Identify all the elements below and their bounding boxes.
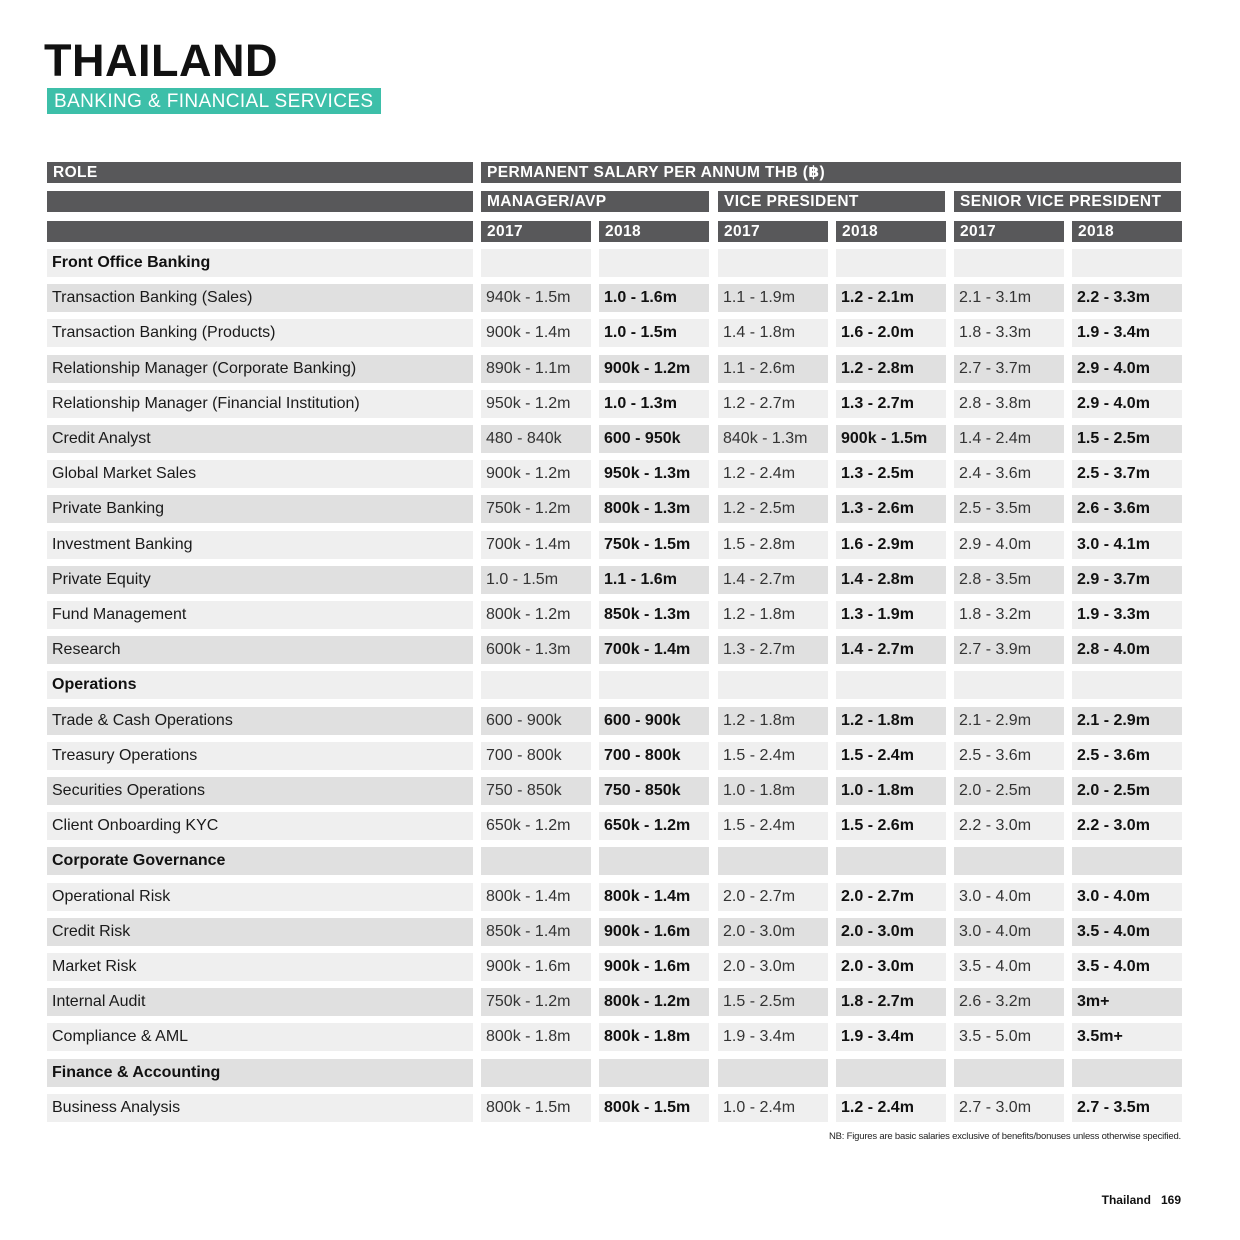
salary-cell: 2.2 - 3.0m <box>954 812 1064 840</box>
salary-cell: 900k - 1.6m <box>599 918 709 946</box>
salary-cell: 1.0 - 1.5m <box>599 319 709 347</box>
empty-cell <box>1072 847 1182 875</box>
role-header: ROLE <box>47 162 473 183</box>
salary-cell: 850k - 1.4m <box>481 918 591 946</box>
salary-cell: 1.4 - 2.8m <box>836 566 946 594</box>
salary-cell: 1.2 - 2.1m <box>836 284 946 312</box>
salary-cell: 2.4 - 3.6m <box>954 460 1064 488</box>
salary-cell: 600k - 1.3m <box>481 636 591 664</box>
empty-cell <box>1072 671 1182 699</box>
role-cell: Treasury Operations <box>47 742 473 770</box>
salary-cell: 3.0 - 4.0m <box>954 883 1064 911</box>
salary-cell: 1.9 - 3.4m <box>718 1023 828 1051</box>
salary-cell: 2.7 - 3.5m <box>1072 1094 1182 1122</box>
salary-cell: 2.8 - 4.0m <box>1072 636 1182 664</box>
salary-cell: 1.9 - 3.4m <box>836 1023 946 1051</box>
role-header-blank <box>47 191 473 212</box>
salary-cell: 700k - 1.4m <box>599 636 709 664</box>
salary-cell: 2.5 - 3.5m <box>954 495 1064 523</box>
salary-cell: 900k - 1.6m <box>599 953 709 981</box>
salary-cell: 900k - 1.5m <box>836 425 946 453</box>
role-cell: Private Equity <box>47 566 473 594</box>
role-cell: Market Risk <box>47 953 473 981</box>
salary-cell: 2.0 - 3.0m <box>718 918 828 946</box>
year-header: 2017 <box>954 221 1064 242</box>
empty-cell <box>599 1059 709 1087</box>
role-cell: Client Onboarding KYC <box>47 812 473 840</box>
salary-cell: 1.2 - 2.4m <box>836 1094 946 1122</box>
page-subtitle: BANKING & FINANCIAL SERVICES <box>47 88 381 114</box>
salary-cell: 3.5 - 4.0m <box>954 953 1064 981</box>
role-cell: Operational Risk <box>47 883 473 911</box>
salary-cell: 800k - 1.4m <box>599 883 709 911</box>
salary-cell: 2.9 - 4.0m <box>1072 390 1182 418</box>
empty-cell <box>954 671 1064 699</box>
salary-cell: 750k - 1.2m <box>481 495 591 523</box>
salary-cell: 1.2 - 2.4m <box>718 460 828 488</box>
salary-cell: 3.5 - 5.0m <box>954 1023 1064 1051</box>
role-cell: Transaction Banking (Sales) <box>47 284 473 312</box>
salary-cell: 2.0 - 2.5m <box>954 777 1064 805</box>
empty-cell <box>481 249 591 277</box>
empty-cell <box>1072 1059 1182 1087</box>
role-cell: Research <box>47 636 473 664</box>
salary-cell: 1.8 - 3.2m <box>954 601 1064 629</box>
page-title: THAILAND <box>44 35 278 86</box>
salary-cell: 600 - 900k <box>599 707 709 735</box>
salary-cell: 1.2 - 1.8m <box>718 601 828 629</box>
salary-cell: 700 - 800k <box>599 742 709 770</box>
salary-cell: 900k - 1.2m <box>481 460 591 488</box>
salary-cell: 840k - 1.3m <box>718 425 828 453</box>
role-header-blank <box>47 221 473 242</box>
salary-cell: 700k - 1.4m <box>481 531 591 559</box>
role-cell: Fund Management <box>47 601 473 629</box>
section-header: Operations <box>47 671 473 699</box>
salary-cell: 800k - 1.8m <box>481 1023 591 1051</box>
salary-cell: 1.5 - 2.5m <box>1072 425 1182 453</box>
salary-cell: 1.1 - 1.6m <box>599 566 709 594</box>
salary-cell: 1.4 - 2.4m <box>954 425 1064 453</box>
salary-cell: 1.0 - 1.8m <box>718 777 828 805</box>
salary-cell: 700 - 800k <box>481 742 591 770</box>
salary-cell: 1.5 - 2.4m <box>836 742 946 770</box>
salary-cell: 2.6 - 3.6m <box>1072 495 1182 523</box>
empty-cell <box>836 1059 946 1087</box>
salary-cell: 1.3 - 2.5m <box>836 460 946 488</box>
salary-cell: 650k - 1.2m <box>599 812 709 840</box>
salary-cell: 650k - 1.2m <box>481 812 591 840</box>
empty-cell <box>599 671 709 699</box>
role-cell: Compliance & AML <box>47 1023 473 1051</box>
salary-cell: 950k - 1.2m <box>481 390 591 418</box>
salary-cell: 800k - 1.4m <box>481 883 591 911</box>
salary-cell: 600 - 950k <box>599 425 709 453</box>
salary-cell: 1.3 - 2.7m <box>718 636 828 664</box>
section-header: Front Office Banking <box>47 249 473 277</box>
salary-cell: 2.1 - 3.1m <box>954 284 1064 312</box>
empty-cell <box>481 1059 591 1087</box>
salary-cell: 1.2 - 1.8m <box>836 707 946 735</box>
level-header: SENIOR VICE PRESIDENT <box>954 191 1181 212</box>
empty-cell <box>1072 249 1182 277</box>
salary-cell: 1.8 - 3.3m <box>954 319 1064 347</box>
salary-cell: 1.8 - 2.7m <box>836 988 946 1016</box>
salary-cell: 1.0 - 1.8m <box>836 777 946 805</box>
empty-cell <box>718 847 828 875</box>
salary-cell: 1.2 - 2.8m <box>836 355 946 383</box>
salary-cell: 1.4 - 2.7m <box>718 566 828 594</box>
salary-header: PERMANENT SALARY PER ANNUM THB (฿) <box>481 162 1181 183</box>
empty-cell <box>836 671 946 699</box>
salary-cell: 2.2 - 3.3m <box>1072 284 1182 312</box>
salary-cell: 2.9 - 4.0m <box>1072 355 1182 383</box>
year-header: 2018 <box>836 221 946 242</box>
section-header: Finance & Accounting <box>47 1059 473 1087</box>
empty-cell <box>481 847 591 875</box>
salary-cell: 950k - 1.3m <box>599 460 709 488</box>
empty-cell <box>954 1059 1064 1087</box>
salary-cell: 940k - 1.5m <box>481 284 591 312</box>
salary-cell: 3.0 - 4.0m <box>1072 883 1182 911</box>
salary-cell: 1.3 - 1.9m <box>836 601 946 629</box>
salary-cell: 850k - 1.3m <box>599 601 709 629</box>
empty-cell <box>718 671 828 699</box>
role-cell: Relationship Manager (Financial Institution) <box>47 390 473 418</box>
salary-cell: 1.2 - 2.7m <box>718 390 828 418</box>
salary-cell: 890k - 1.1m <box>481 355 591 383</box>
role-cell: Relationship Manager (Corporate Banking) <box>47 355 473 383</box>
salary-cell: 1.4 - 1.8m <box>718 319 828 347</box>
salary-cell: 2.0 - 3.0m <box>836 953 946 981</box>
salary-cell: 2.7 - 3.7m <box>954 355 1064 383</box>
salary-cell: 900k - 1.6m <box>481 953 591 981</box>
salary-cell: 800k - 1.2m <box>599 988 709 1016</box>
salary-cell: 480 - 840k <box>481 425 591 453</box>
salary-cell: 800k - 1.3m <box>599 495 709 523</box>
empty-cell <box>954 249 1064 277</box>
salary-cell: 1.3 - 2.7m <box>836 390 946 418</box>
level-header: VICE PRESIDENT <box>718 191 945 212</box>
salary-cell: 1.0 - 1.3m <box>599 390 709 418</box>
page-number: 169 <box>1160 1193 1181 1207</box>
empty-cell <box>718 1059 828 1087</box>
salary-cell: 2.8 - 3.5m <box>954 566 1064 594</box>
salary-cell: 2.1 - 2.9m <box>954 707 1064 735</box>
salary-cell: 2.0 - 3.0m <box>718 953 828 981</box>
role-cell: Credit Analyst <box>47 425 473 453</box>
salary-cell: 900k - 1.2m <box>599 355 709 383</box>
salary-cell: 750k - 1.5m <box>599 531 709 559</box>
role-cell: Investment Banking <box>47 531 473 559</box>
salary-cell: 1.1 - 1.9m <box>718 284 828 312</box>
salary-cell: 2.2 - 3.0m <box>1072 812 1182 840</box>
salary-cell: 2.9 - 3.7m <box>1072 566 1182 594</box>
salary-cell: 750 - 850k <box>599 777 709 805</box>
salary-cell: 800k - 1.5m <box>481 1094 591 1122</box>
salary-cell: 1.5 - 2.4m <box>718 742 828 770</box>
salary-cell: 900k - 1.4m <box>481 319 591 347</box>
salary-cell: 1.5 - 2.8m <box>718 531 828 559</box>
empty-cell <box>954 847 1064 875</box>
salary-cell: 2.0 - 2.5m <box>1072 777 1182 805</box>
salary-cell: 3.5 - 4.0m <box>1072 953 1182 981</box>
role-cell: Trade & Cash Operations <box>47 707 473 735</box>
salary-cell: 2.7 - 3.9m <box>954 636 1064 664</box>
empty-cell <box>481 671 591 699</box>
role-cell: Private Banking <box>47 495 473 523</box>
empty-cell <box>599 847 709 875</box>
year-header: 2018 <box>599 221 709 242</box>
role-cell: Transaction Banking (Products) <box>47 319 473 347</box>
year-header: 2017 <box>481 221 591 242</box>
salary-cell: 3m+ <box>1072 988 1182 1016</box>
salary-cell: 2.5 - 3.6m <box>1072 742 1182 770</box>
salary-cell: 1.1 - 2.6m <box>718 355 828 383</box>
salary-cell: 1.6 - 2.9m <box>836 531 946 559</box>
role-cell: Business Analysis <box>47 1094 473 1122</box>
empty-cell <box>599 249 709 277</box>
salary-cell: 2.6 - 3.2m <box>954 988 1064 1016</box>
salary-cell: 1.0 - 1.6m <box>599 284 709 312</box>
year-header: 2017 <box>718 221 828 242</box>
salary-cell: 3.5m+ <box>1072 1023 1182 1051</box>
footer-label: Thailand <box>1101 1193 1151 1207</box>
salary-cell: 1.5 - 2.5m <box>718 988 828 1016</box>
salary-cell: 1.4 - 2.7m <box>836 636 946 664</box>
level-header: MANAGER/AVP <box>481 191 709 212</box>
salary-cell: 2.5 - 3.6m <box>954 742 1064 770</box>
salary-cell: 800k - 1.8m <box>599 1023 709 1051</box>
empty-cell <box>836 249 946 277</box>
footnote: NB: Figures are basic salaries exclusive of benefits/bonuses unless otherwise specified. <box>828 1131 1181 1142</box>
role-cell: Credit Risk <box>47 918 473 946</box>
salary-cell: 1.9 - 3.3m <box>1072 601 1182 629</box>
salary-cell: 2.0 - 3.0m <box>836 918 946 946</box>
page-footer <box>1092 1193 1181 1207</box>
salary-cell: 1.2 - 1.8m <box>718 707 828 735</box>
salary-cell: 2.7 - 3.0m <box>954 1094 1064 1122</box>
role-cell: Internal Audit <box>47 988 473 1016</box>
salary-cell: 800k - 1.5m <box>599 1094 709 1122</box>
salary-cell: 2.0 - 2.7m <box>836 883 946 911</box>
salary-cell: 1.3 - 2.6m <box>836 495 946 523</box>
empty-cell <box>718 249 828 277</box>
salary-cell: 600 - 900k <box>481 707 591 735</box>
salary-cell: 1.0 - 2.4m <box>718 1094 828 1122</box>
salary-cell: 3.5 - 4.0m <box>1072 918 1182 946</box>
salary-cell: 2.0 - 2.7m <box>718 883 828 911</box>
salary-cell: 2.1 - 2.9m <box>1072 707 1182 735</box>
salary-cell: 1.2 - 2.5m <box>718 495 828 523</box>
salary-cell: 750 - 850k <box>481 777 591 805</box>
salary-cell: 2.8 - 3.8m <box>954 390 1064 418</box>
section-header: Corporate Governance <box>47 847 473 875</box>
salary-cell: 1.6 - 2.0m <box>836 319 946 347</box>
salary-cell: 1.9 - 3.4m <box>1072 319 1182 347</box>
year-header: 2018 <box>1072 221 1182 242</box>
salary-cell: 3.0 - 4.1m <box>1072 531 1182 559</box>
salary-cell: 1.0 - 1.5m <box>481 566 591 594</box>
role-cell: Securities Operations <box>47 777 473 805</box>
salary-cell: 800k - 1.2m <box>481 601 591 629</box>
salary-cell: 1.5 - 2.6m <box>836 812 946 840</box>
salary-cell: 3.0 - 4.0m <box>954 918 1064 946</box>
salary-cell: 2.9 - 4.0m <box>954 531 1064 559</box>
empty-cell <box>836 847 946 875</box>
role-cell: Global Market Sales <box>47 460 473 488</box>
salary-cell: 1.5 - 2.4m <box>718 812 828 840</box>
salary-cell: 2.5 - 3.7m <box>1072 460 1182 488</box>
salary-cell: 750k - 1.2m <box>481 988 591 1016</box>
